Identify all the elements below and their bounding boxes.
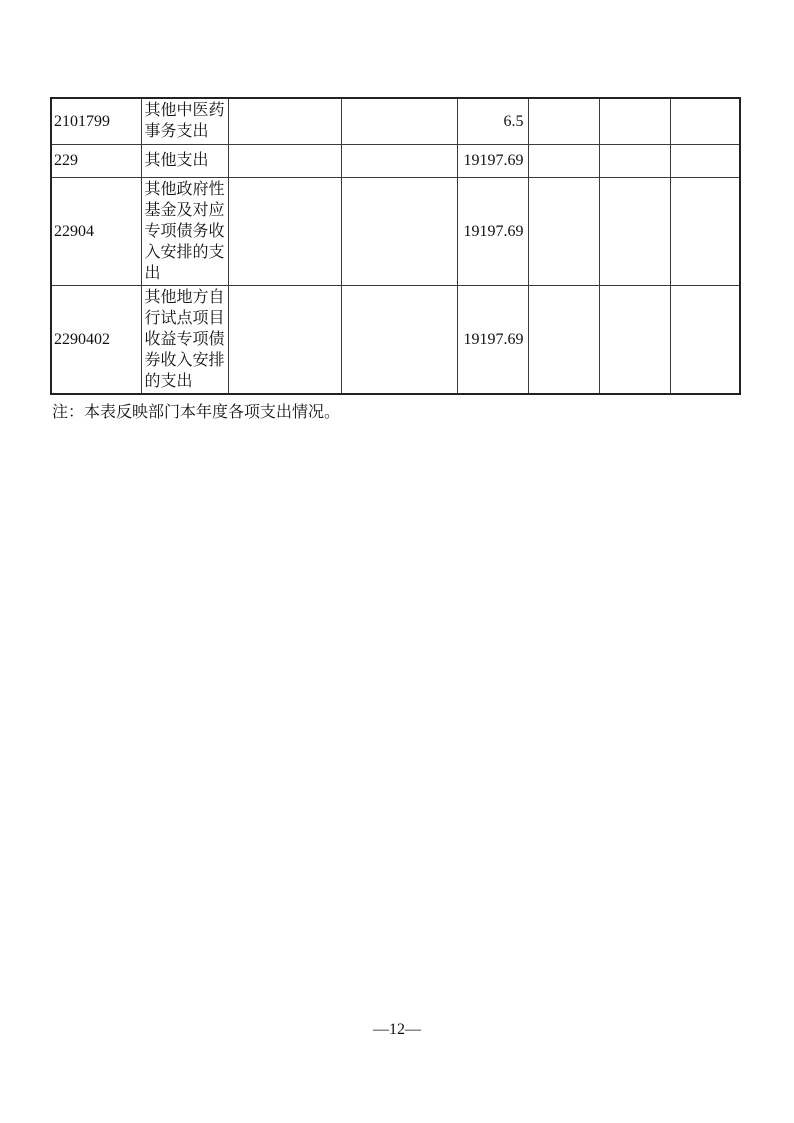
cell-3 — [228, 177, 341, 285]
amount-cell: 19197.69 — [457, 144, 528, 177]
cell-4 — [341, 177, 457, 285]
cell-4 — [341, 285, 457, 394]
code-cell: 2290402 — [51, 285, 141, 394]
amount-cell: 19197.69 — [457, 177, 528, 285]
cell-6 — [528, 177, 599, 285]
cell-6 — [528, 98, 599, 144]
cell-7 — [599, 177, 670, 285]
cell-8 — [670, 98, 740, 144]
cell-6 — [528, 285, 599, 394]
cell-8 — [670, 144, 740, 177]
page-number: —12— — [373, 1021, 421, 1038]
cell-8 — [670, 177, 740, 285]
code-cell: 22904 — [51, 177, 141, 285]
cell-3 — [228, 98, 341, 144]
table-row — [51, 98, 740, 144]
table-row — [51, 177, 740, 285]
cell-3 — [228, 285, 341, 394]
name-cell: 其他支出 — [141, 144, 228, 177]
cell-8 — [670, 285, 740, 394]
name-cell: 其他政府性基金及对应专项债务收入安排的支出 — [141, 177, 228, 285]
expenditure-table — [50, 97, 741, 395]
code-cell: 2101799 — [51, 98, 141, 144]
amount-cell: 19197.69 — [457, 285, 528, 394]
cell-3 — [228, 144, 341, 177]
cell-4 — [341, 98, 457, 144]
code-cell: 229 — [51, 144, 141, 177]
amount-cell: 6.5 — [457, 98, 528, 144]
cell-7 — [599, 98, 670, 144]
table-row — [51, 144, 740, 177]
cell-6 — [528, 144, 599, 177]
table-row — [51, 285, 740, 394]
cell-4 — [341, 144, 457, 177]
name-cell: 其他地方自行试点项目收益专项债券收入安排的支出 — [141, 285, 228, 394]
expenditure-table-body — [51, 98, 740, 394]
cell-7 — [599, 144, 670, 177]
name-cell: 其他中医药事务支出 — [141, 98, 228, 144]
table-note: 注：本表反映部门本年度各项支出情况。 — [52, 404, 341, 421]
cell-7 — [599, 285, 670, 394]
